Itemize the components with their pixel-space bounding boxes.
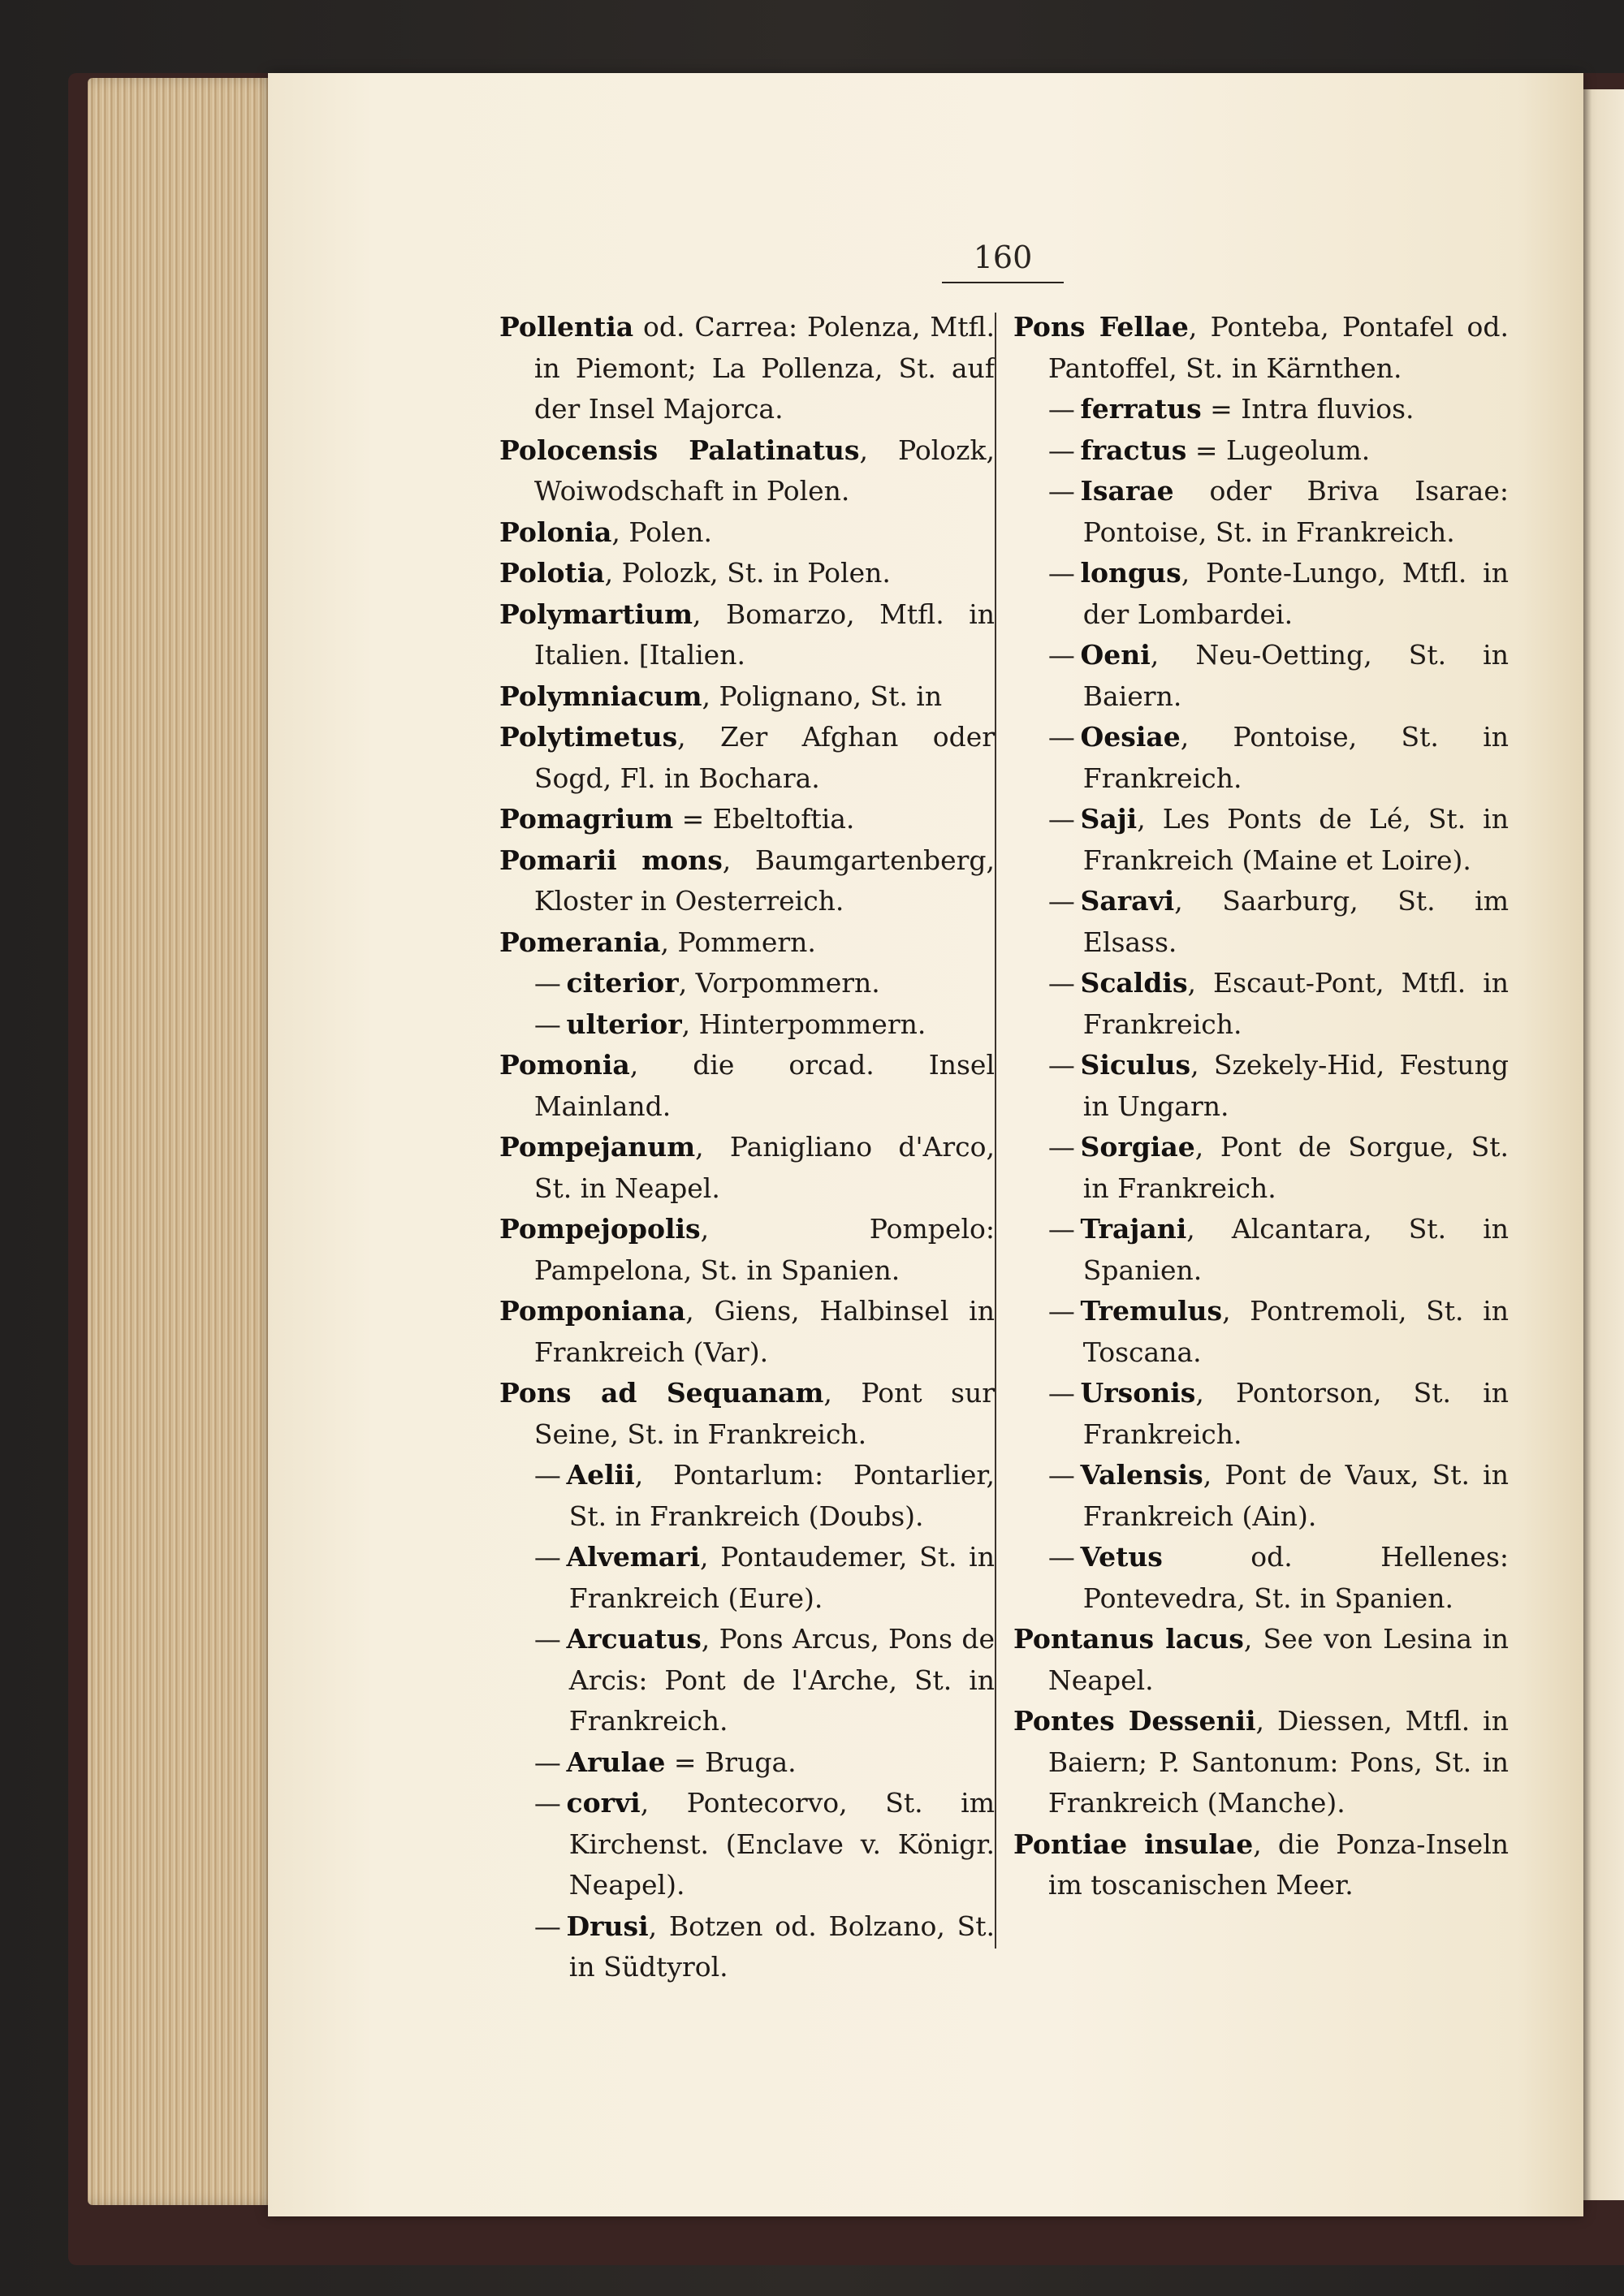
entry-lemma: Pomarii mons	[499, 844, 723, 876]
dictionary-entry	[499, 1783, 995, 1906]
entry-lemma: Pontanus lacus	[1013, 1623, 1244, 1655]
entry-lemma: Vetus	[1080, 1541, 1163, 1573]
entry-lemma: Isarae	[1080, 475, 1174, 507]
entry-definition: , Pontaudemer, St. in Frankreich (Eure).	[568, 1541, 995, 1614]
entry-dash: —	[1047, 721, 1075, 753]
dictionary-entry	[1013, 1537, 1509, 1619]
entry-lemma: Polotia	[499, 557, 605, 589]
entry-lemma: Pomponiana	[499, 1295, 686, 1327]
entry-lemma: corvi	[566, 1787, 641, 1819]
entry-lemma: Drusi	[566, 1910, 649, 1942]
entry-lemma: Polytimetus	[499, 721, 678, 753]
dictionary-entry	[1013, 430, 1509, 472]
entry-definition: od. Hellenes: Pontevedra, St. in Spanien.	[1082, 1541, 1509, 1614]
dictionary-entry	[1013, 635, 1509, 717]
dictionary-entry	[1013, 389, 1509, 430]
dictionary-entry	[499, 1209, 995, 1291]
dictionary-entry	[1013, 1455, 1509, 1537]
dictionary-entry	[499, 430, 995, 512]
entry-definition: = Lugeolum.	[1186, 434, 1371, 466]
entry-definition: = Bruga.	[665, 1746, 797, 1778]
entry-dash: —	[1047, 557, 1075, 589]
entry-definition: , Pont de Sorgue, St. in Frankreich.	[1082, 1131, 1509, 1204]
entry-definition: , Alcantara, St. in Spanien.	[1082, 1213, 1509, 1286]
entry-lemma: Arulae	[566, 1746, 666, 1778]
dictionary-entry	[1013, 1701, 1509, 1824]
dictionary-entry	[1013, 307, 1509, 389]
entry-lemma: Oeni	[1080, 639, 1151, 671]
entry-definition: , Pontremoli, St. in Toscana.	[1082, 1295, 1509, 1368]
entry-definition: , Ponte-Lungo, Mtfl. in der Lombardei.	[1082, 557, 1509, 630]
entry-lemma: Pompejanum	[499, 1131, 696, 1163]
entry-definition: , See von Lesina in Neapel.	[1047, 1623, 1509, 1696]
entry-lemma: Polymniacum	[499, 680, 702, 712]
dictionary-entry	[499, 1906, 995, 1988]
dictionary-entry	[499, 1045, 995, 1127]
entry-dash: —	[1047, 1541, 1075, 1573]
entry-lemma: Pomerania	[499, 926, 661, 958]
dictionary-entry	[1013, 963, 1509, 1045]
entry-lemma: Polocensis Palatinatus	[499, 434, 860, 466]
entry-definition: , Pons Arcus, Pons de Arcis: Pont de l'Arche, St. in Frankreich.	[568, 1623, 995, 1737]
entry-definition: , die orcad. Insel Mainland.	[533, 1049, 995, 1122]
entry-definition: , Giens, Halbinsel in Frankreich (Var).	[533, 1295, 995, 1368]
dictionary-entry	[499, 307, 995, 430]
entry-dash: —	[533, 1541, 561, 1573]
entry-lemma: Tremulus	[1080, 1295, 1223, 1327]
page-edges	[88, 78, 283, 2205]
entry-definition: , Pontecorvo, St. im Kirchenst. (Enclave v. Königr. Neapel).	[568, 1787, 995, 1901]
right-column	[1013, 307, 1509, 1906]
entry-lemma: Siculus	[1080, 1049, 1191, 1081]
entry-lemma: Saji	[1080, 803, 1138, 835]
entry-lemma: Pollentia	[499, 311, 634, 343]
dictionary-entry	[1013, 1824, 1509, 1906]
entry-lemma: citerior	[566, 967, 679, 999]
entry-definition: , Szekely-Hid, Festung in Ungarn.	[1082, 1049, 1509, 1122]
entry-lemma: fractus	[1080, 434, 1187, 466]
entry-definition: = Intra fluvios.	[1201, 393, 1415, 425]
entry-definition: od. Carrea: Polenza, Mtfl. in Piemont; La Pollenza, St. auf der Insel Majorca.	[533, 311, 995, 425]
entry-definition: = Ebeltoftia.	[673, 803, 855, 835]
dictionary-entry	[499, 1127, 995, 1209]
dictionary-entry	[499, 963, 995, 1004]
entry-lemma: Oesiae	[1080, 721, 1181, 753]
dictionary-entry	[1013, 1619, 1509, 1701]
entry-lemma: Pons ad Sequanam	[499, 1377, 824, 1409]
entry-lemma: Arcuatus	[566, 1623, 702, 1655]
entry-dash: —	[1047, 475, 1075, 507]
column-divider	[995, 313, 996, 1949]
entry-lemma: ulterior	[566, 1008, 682, 1040]
dictionary-entry	[1013, 717, 1509, 799]
entry-definition: , Zer Afghan oder Sogd, Fl. in Bochara.	[533, 721, 995, 794]
entry-dash: —	[533, 967, 561, 999]
entry-dash: —	[1047, 434, 1075, 466]
dictionary-entry	[499, 676, 995, 718]
dictionary-entry	[499, 512, 995, 554]
entry-lemma: Ursonis	[1080, 1377, 1196, 1409]
entry-definition: , Pommern.	[660, 926, 816, 958]
entry-lemma: Pontes Dessenii	[1013, 1705, 1256, 1737]
entry-lemma: ferratus	[1080, 393, 1202, 425]
dictionary-entry	[1013, 1291, 1509, 1373]
entry-dash: —	[533, 1746, 561, 1778]
dictionary-entry	[499, 717, 995, 799]
entry-dash: —	[1047, 967, 1075, 999]
entry-definition: , Saarburg, St. im Elsass.	[1082, 885, 1509, 958]
entry-definition: , Vorpommern.	[678, 967, 880, 999]
entry-dash: —	[1047, 639, 1075, 671]
entry-lemma: Pompejopolis	[499, 1213, 701, 1245]
entry-lemma: Valensis	[1080, 1459, 1203, 1491]
entry-dash: —	[533, 1910, 561, 1942]
entry-lemma: Saravi	[1080, 885, 1175, 917]
entry-definition: , Escaut-Pont, Mtfl. in Frankreich.	[1082, 967, 1509, 1040]
entry-lemma: Pontiae insulae	[1013, 1828, 1254, 1860]
dictionary-entry	[499, 1455, 995, 1537]
entry-definition: , Baumgartenberg, Kloster in Oesterreich.	[533, 844, 995, 917]
entry-definition: , Pontorson, St. in Frankreich.	[1082, 1377, 1509, 1450]
dictionary-entry	[499, 1373, 995, 1455]
entry-definition: , Panigliano d'Arco, St. in Neapel.	[533, 1131, 995, 1204]
dictionary-entry	[1013, 799, 1509, 881]
entry-lemma: Aelii	[566, 1459, 635, 1491]
entry-dash: —	[533, 1623, 561, 1655]
entry-definition: , Botzen od. Bolzano, St. in Südtyrol.	[568, 1910, 995, 1983]
entry-lemma: Sorgiae	[1080, 1131, 1195, 1163]
dictionary-entry	[499, 1537, 995, 1619]
entry-lemma: Trajani	[1080, 1213, 1187, 1245]
entry-definition: , Pont de Vaux, St. in Frankreich (Ain).	[1082, 1459, 1509, 1532]
entry-definition: , Polen.	[611, 516, 712, 548]
dictionary-entry	[499, 922, 995, 964]
dictionary-entry	[1013, 471, 1509, 553]
entry-lemma: Polonia	[499, 516, 612, 548]
entry-lemma: longus	[1080, 557, 1181, 589]
entry-lemma: Pomonia	[499, 1049, 630, 1081]
dictionary-entry	[499, 840, 995, 922]
entry-definition: , Polozk, Woiwodschaft in Polen.	[533, 434, 995, 507]
entry-definition: , Pontarlum: Pontarlier, St. in Frankreich (Doubs).	[568, 1459, 995, 1532]
entry-definition: , Ponteba, Pontafel od. Pantoffel, St. in Kärnthen.	[1047, 311, 1509, 384]
left-column	[499, 307, 995, 1988]
entry-definition: , Diessen, Mtfl. in Baiern; P. Santonum: Pons, St. in Frankreich (Manche).	[1047, 1705, 1509, 1819]
entry-definition: oder Briva Isarae: Pontoise, St. in Frankreich.	[1082, 475, 1509, 548]
entry-lemma: Pomagrium	[499, 803, 674, 835]
dictionary-entry	[499, 799, 995, 840]
entry-lemma: Scaldis	[1080, 967, 1188, 999]
entry-dash: —	[1047, 1213, 1075, 1245]
entry-dash: —	[1047, 1131, 1075, 1163]
dictionary-entry	[499, 1742, 995, 1784]
entry-dash: —	[533, 1787, 561, 1819]
entry-dash: —	[1047, 1377, 1075, 1409]
entry-definition: , Hinterpommern.	[681, 1008, 926, 1040]
dictionary-entry	[499, 1619, 995, 1742]
dictionary-entry	[1013, 1373, 1509, 1455]
dictionary-entry	[1013, 1127, 1509, 1209]
entry-dash: —	[1047, 393, 1075, 425]
entry-dash: —	[533, 1459, 561, 1491]
next-page-edge	[1579, 89, 1624, 2200]
entry-definition: , Polignano, St. in	[702, 680, 943, 712]
entry-definition: , Polozk, St. in Polen.	[604, 557, 891, 589]
dictionary-entry	[1013, 1045, 1509, 1127]
entry-dash: —	[1047, 803, 1075, 835]
entry-dash: —	[533, 1008, 561, 1040]
dictionary-entry	[1013, 881, 1509, 963]
entry-dash: —	[1047, 1049, 1075, 1081]
dictionary-entry	[1013, 1209, 1509, 1291]
entry-definition: , Les Ponts de Lé, St. in Frankreich (Maine et Loire).	[1082, 803, 1509, 876]
entry-definition: , Neu-Oetting, St. in Baiern.	[1082, 639, 1509, 712]
entry-lemma: Pons Fellae	[1013, 311, 1189, 343]
entry-definition: , Pontoise, St. in Frankreich.	[1082, 721, 1509, 794]
entry-definition: , Pompelo: Pampelona, St. in Spanien.	[533, 1213, 995, 1286]
entry-dash: —	[1047, 1459, 1075, 1491]
dictionary-entry	[499, 1291, 995, 1373]
entry-dash: —	[1047, 885, 1075, 917]
entry-dash: —	[1047, 1295, 1075, 1327]
entry-definition: , Bomarzo, Mtfl. in Italien. [Italien.	[533, 598, 995, 671]
entry-definition: , die Ponza-Inseln im toscanischen Meer.	[1047, 1828, 1509, 1901]
entry-definition: , Pont sur Seine, St. in Frankreich.	[533, 1377, 996, 1450]
page-number: 160	[942, 240, 1064, 283]
dictionary-entry	[499, 594, 995, 676]
entry-lemma: Alvemari	[566, 1541, 701, 1573]
dictionary-entry	[499, 553, 995, 594]
dictionary-entry	[499, 1004, 995, 1046]
entry-lemma: Polymartium	[499, 598, 693, 630]
dictionary-entry	[1013, 553, 1509, 635]
